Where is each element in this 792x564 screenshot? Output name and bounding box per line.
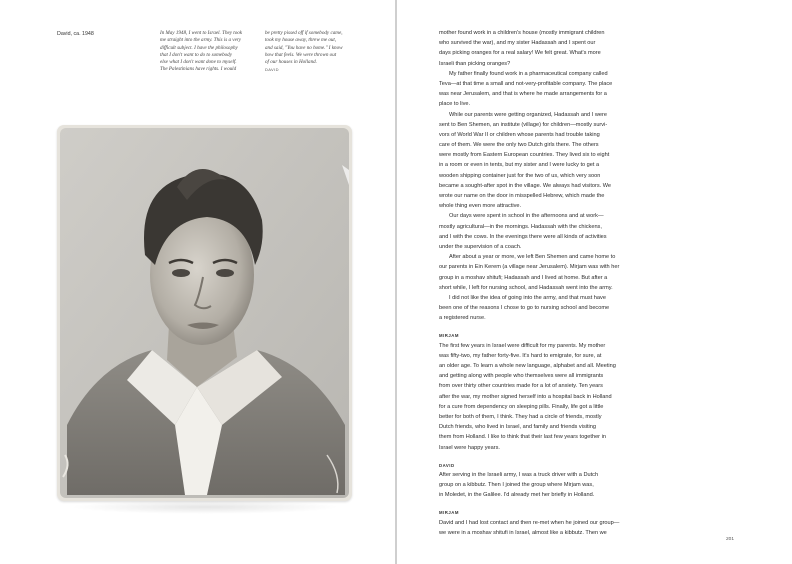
text-line: whole thing even more attractive. xyxy=(439,203,522,210)
quote-line: me straight into the army. This is a very xyxy=(160,37,242,44)
text-line: our parents in Ein Kerem (a village near Jerusalem). Mirjam was with her xyxy=(439,264,620,271)
text-line: days picking oranges for a real salary! We felt great. What's more xyxy=(439,50,601,57)
portrait-photo-illustration xyxy=(57,125,352,501)
speaker-label-mirjam: MIRJAM xyxy=(439,510,459,516)
text-line: and getting along with people who themselves were all immigrants xyxy=(439,373,604,380)
text-line: an older age. To learn a whole new language, alphabet and all. Meeting xyxy=(439,363,616,369)
text-line: and I with the cows. In the evenings there were all kinds of activities xyxy=(439,233,607,240)
text-line: mother found work in a children's house (mostly immigrant children xyxy=(439,30,605,36)
text-line: under the supervision of a coach. xyxy=(439,243,522,250)
text-line: The first few years in Israel were difficult for my parents. My mother xyxy=(439,342,606,349)
text-line: Israel were happy years. xyxy=(439,444,500,451)
quote-line: and said, "You have no home." I know xyxy=(265,44,343,51)
quote-column-1 xyxy=(160,30,252,74)
text-line: group in a moshav shitufi; Hadassah and I lived at home. But after a xyxy=(439,274,608,281)
text-line: were mostly from Eastern European countries. They lived six to eight xyxy=(439,152,610,159)
text-line: David and I had lost contact and then re-met when he joined our group— xyxy=(439,519,620,526)
quote-line: difficult subject. I have the philosophy xyxy=(160,44,238,51)
quote-signature: DAVID xyxy=(265,67,279,73)
text-line: group on a kibbutz. Then I joined the group where Mirjam was, xyxy=(439,482,594,489)
text-line: mostly agricultural—in the mornings. Hadassah with the chickens, xyxy=(439,223,602,230)
text-line: from over thirty other countries made for a lot of anxiety. Ten years xyxy=(439,383,603,390)
right-page-text xyxy=(439,28,639,538)
quote-line: The Palestinians have rights. I would xyxy=(160,66,237,73)
quote-line: of our houses in Holland. xyxy=(265,59,317,66)
text-line: Our days were spent in school in the afternoons and at work— xyxy=(449,213,604,220)
text-line: short while, I left for nursing school, and Hadassah went into the army. xyxy=(439,284,613,291)
text-line: sent to Ben Shemen, an institute (village) for children—mostly survi- xyxy=(439,121,608,128)
text-line: better for both of them, I think. They had a circle of friends, mostly xyxy=(439,413,602,420)
text-line: place to live. xyxy=(439,101,471,108)
text-line: My father finally found work in a pharmaceutical company called xyxy=(449,70,608,77)
text-line: I did not like the idea of going into the army, and that must have xyxy=(449,294,606,301)
text-line: Dutch friends, who lived in Israel, and family and friends visiting xyxy=(439,424,597,431)
text-line: them from Holland. I like to think that their last few years together in xyxy=(439,434,606,441)
quote-line: In May 1948, I went to Israel. They took xyxy=(160,30,243,36)
text-line: vors of World War II or children whose parents had trouble taking xyxy=(439,131,600,138)
speaker-label-mirjam: MIRJAM xyxy=(439,333,459,339)
text-line: a registered nurse. xyxy=(439,315,486,322)
text-line: after the war, my mother signed herself into a hospital back in Holland xyxy=(439,393,612,400)
quote-line: be pretty pissed off if somebody came, xyxy=(265,30,343,36)
page-number: 201 xyxy=(726,537,735,542)
text-line: we were in a moshav shitufi in Israel, almost like a kibbutz. Then we xyxy=(439,529,607,536)
photo-caption: David, ca. 1948 xyxy=(57,31,94,37)
text-line: wooden shipping container just for the two of us, which very soon xyxy=(439,172,601,179)
text-line: who survived the war), and my sister Hadassah and I spent our xyxy=(439,40,596,47)
text-line: was fifty-two, my father forty-five. It's hard to emigrate, for sure, at xyxy=(439,352,602,359)
quote-line: that I don't want to do to somebody xyxy=(160,51,232,58)
text-line: After serving in the Israeli army, I was a truck driver with a Dutch xyxy=(439,471,599,478)
photo-shadow xyxy=(70,500,340,514)
portrait-photo xyxy=(57,125,352,501)
text-line: for a cure from dependency on sleeping pills. Finally, life got a little xyxy=(439,403,604,410)
text-line: Teva—at that time a small and not-very-profitable company. The place xyxy=(439,80,613,87)
quote-line: took my house away, threw me out, xyxy=(265,37,337,44)
text-line: While our parents were getting organized, Hadassah and I were xyxy=(449,111,607,118)
text-line: was near Jerusalem, and that is where he made arrangements for a xyxy=(439,91,607,98)
quote-column-2 xyxy=(265,30,357,74)
text-line: After about a year or more, we left Ben Shemen and came home to xyxy=(449,254,616,261)
quote-line: how that feels. We were thrown out xyxy=(265,51,337,58)
text-line: been one of the reasons I chose to go to nursing school and become xyxy=(439,305,610,312)
text-line: wrote our name on the door in misspelled Hebrew, which made the xyxy=(439,193,605,199)
text-line: Israeli than picking oranges? xyxy=(439,60,511,67)
text-line: in a room or even in tents, but my sister and I were lucky to get a xyxy=(439,162,600,169)
quote-line: else what I don't want done to myself. xyxy=(160,59,237,66)
text-line: in Moledet, in the Galilee. I'd already met her briefly in Holland. xyxy=(439,492,595,499)
text-line: became a sought-after spot in the village. We always had visitors. We xyxy=(439,182,612,189)
text-line: care of them. We were the only two Dutch girls there. The others xyxy=(439,142,599,149)
speaker-label-david: DAVID xyxy=(439,462,455,468)
